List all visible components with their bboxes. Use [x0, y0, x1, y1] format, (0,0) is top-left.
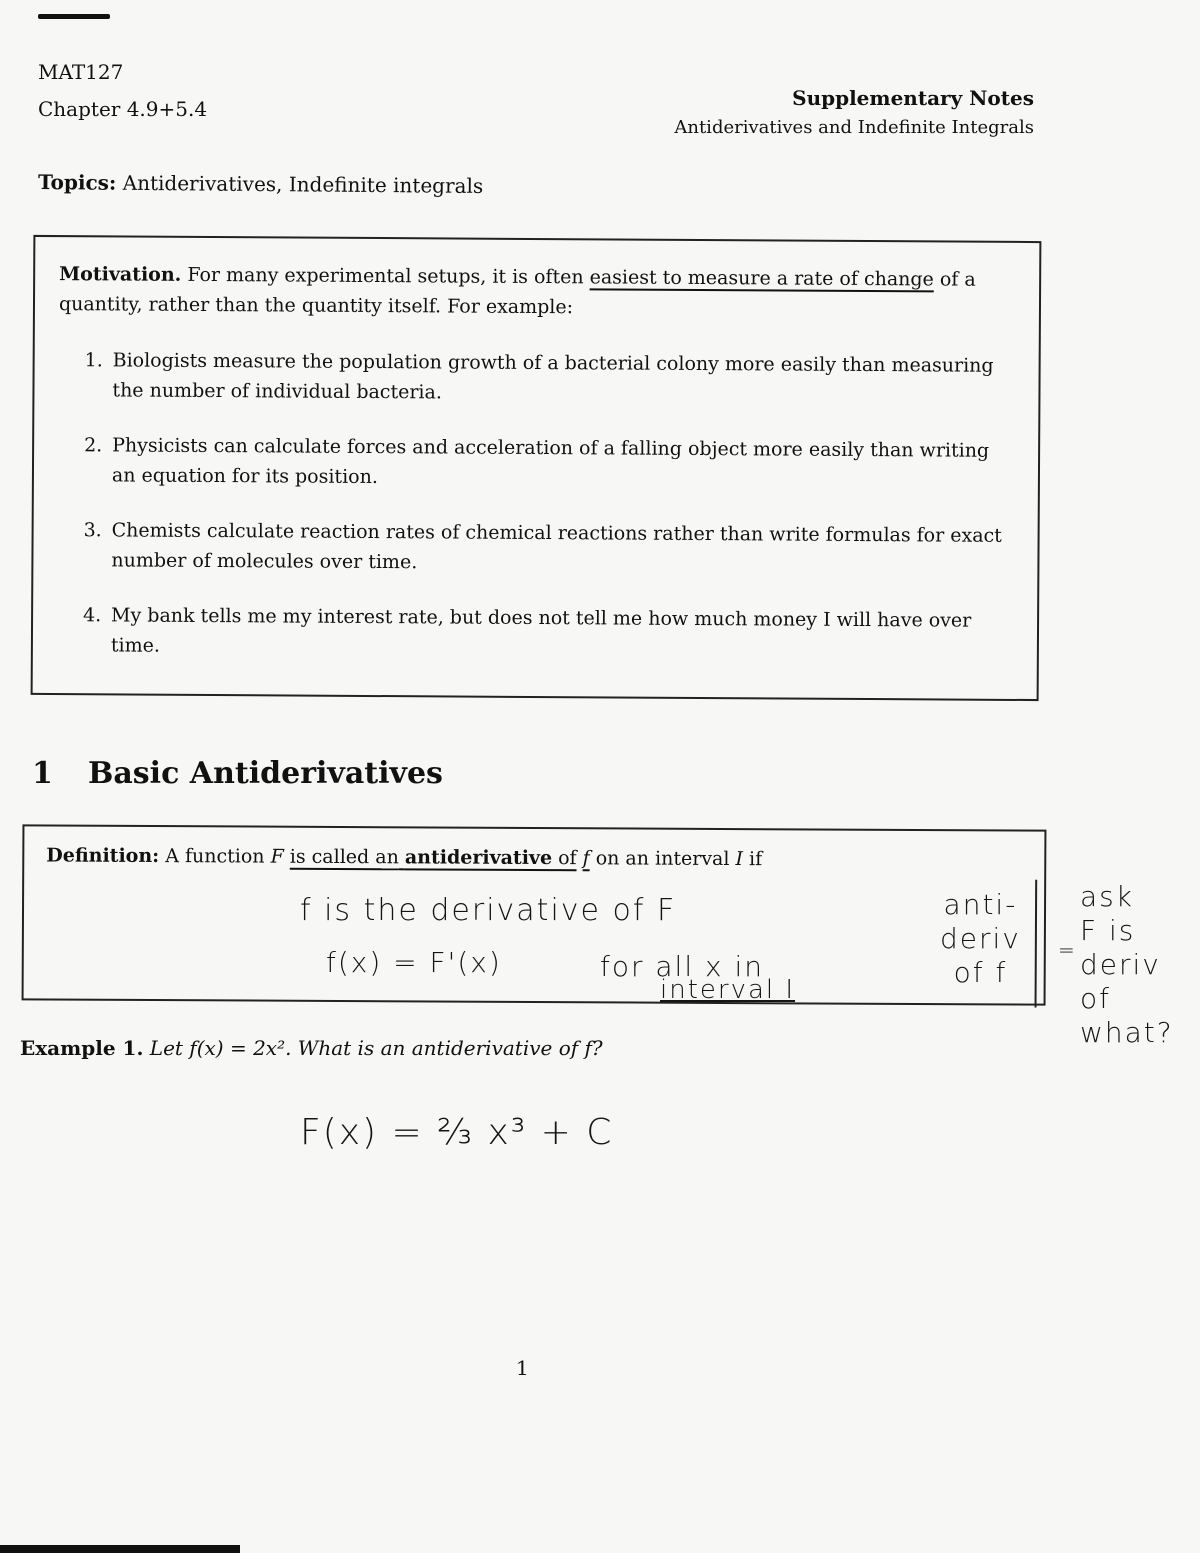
definition-part: of: [558, 847, 577, 870]
scan-mark: [38, 14, 110, 19]
margin-divider: [1034, 880, 1039, 1008]
margin-line: deriv: [1080, 948, 1161, 981]
definition-underlined: [290, 846, 577, 870]
motivation-list: [83, 345, 1015, 691]
var-f: f: [582, 847, 590, 870]
margin-line: F is: [1080, 914, 1136, 947]
definition-part: is called an: [289, 845, 399, 869]
motivation-intro-b: of a quantity, rather than the quantity itself. For example:: [58, 268, 976, 319]
example-label: Example 1.: [20, 1036, 144, 1060]
list-item: [83, 515, 1013, 581]
definition-part: if: [749, 848, 763, 871]
list-item: [84, 345, 1014, 411]
margin-note-right: [1080, 880, 1174, 1050]
example-text: Let f(x) = 2x². What is an antiderivative of f?: [149, 1036, 603, 1060]
section-title: Basic Antiderivatives: [88, 756, 443, 791]
margin-line: deriv: [940, 922, 1021, 955]
scan-edge: [0, 1545, 240, 1553]
topics-line: [38, 170, 483, 198]
margin-note-box: [940, 888, 1021, 990]
page-number: 1: [516, 1356, 529, 1380]
motivation-underlined: easiest to measure a rate of change: [589, 266, 934, 291]
margin-line: of f: [953, 956, 1008, 989]
margin-line: of: [1080, 982, 1111, 1015]
list-item: [83, 600, 1013, 666]
topics-label: Topics:: [37, 170, 117, 195]
margin-equals: =: [1058, 938, 1077, 962]
chapter-label: Chapter 4.9+5.4: [38, 97, 208, 121]
definition-part: A function: [165, 845, 265, 868]
notes-subtitle: Antiderivatives and Indefinite Integrals: [674, 117, 1034, 138]
list-number: 4.: [83, 604, 102, 627]
margin-line: anti-: [943, 888, 1018, 921]
course-code: MAT127: [38, 60, 124, 84]
list-item: [84, 430, 1014, 496]
margin-line: what?: [1080, 1016, 1174, 1049]
list-text: Physicists can calculate forces and acceleration of a falling object more easily than writing an equation for its position.: [111, 434, 990, 489]
section-heading: [32, 756, 443, 791]
notes-title: Supplementary Notes: [792, 86, 1034, 110]
motivation-intro: [59, 259, 1019, 325]
list-text: My bank tells me my interest rate, but does not tell me how much money I will have over time.: [110, 604, 972, 657]
list-number: 3.: [83, 519, 102, 542]
list-text: Chemists calculate reaction rates of chemical reactions rather than write formulas for exact number of molecules over time.: [111, 519, 1002, 574]
section-number: 1: [32, 756, 53, 791]
margin-line: ask: [1080, 880, 1134, 913]
definition-label: Definition:: [46, 844, 160, 868]
definition-term: antiderivative: [404, 846, 553, 870]
handwritten-line-3: for all x in: [600, 950, 765, 983]
handwritten-answer: F(x) = ⅔ x³ + C: [300, 1112, 614, 1153]
motivation-box: [31, 235, 1042, 701]
topics-text: Antiderivatives, Indefinite integrals: [122, 170, 484, 198]
list-number: 1.: [84, 349, 103, 372]
definition-part: on an interval: [595, 847, 730, 871]
example-1: [20, 1036, 603, 1060]
list-number: 2.: [84, 434, 103, 457]
motivation-intro-a: For many experimental setups, it is often: [187, 263, 584, 289]
handwritten-line-1: f is the derivative of F: [300, 893, 677, 928]
handwritten-line-4: interval I: [660, 975, 796, 1005]
definition-text: [46, 844, 762, 870]
motivation-label: Motivation.: [59, 263, 182, 286]
handwritten-line-2: f(x) = F'(x): [326, 946, 502, 979]
var-F: F: [270, 845, 284, 868]
var-I: I: [735, 848, 744, 871]
list-text: Biologists measure the population growth of a bacterial colony more easily than measuring the number of individual bacteria.: [112, 349, 994, 404]
